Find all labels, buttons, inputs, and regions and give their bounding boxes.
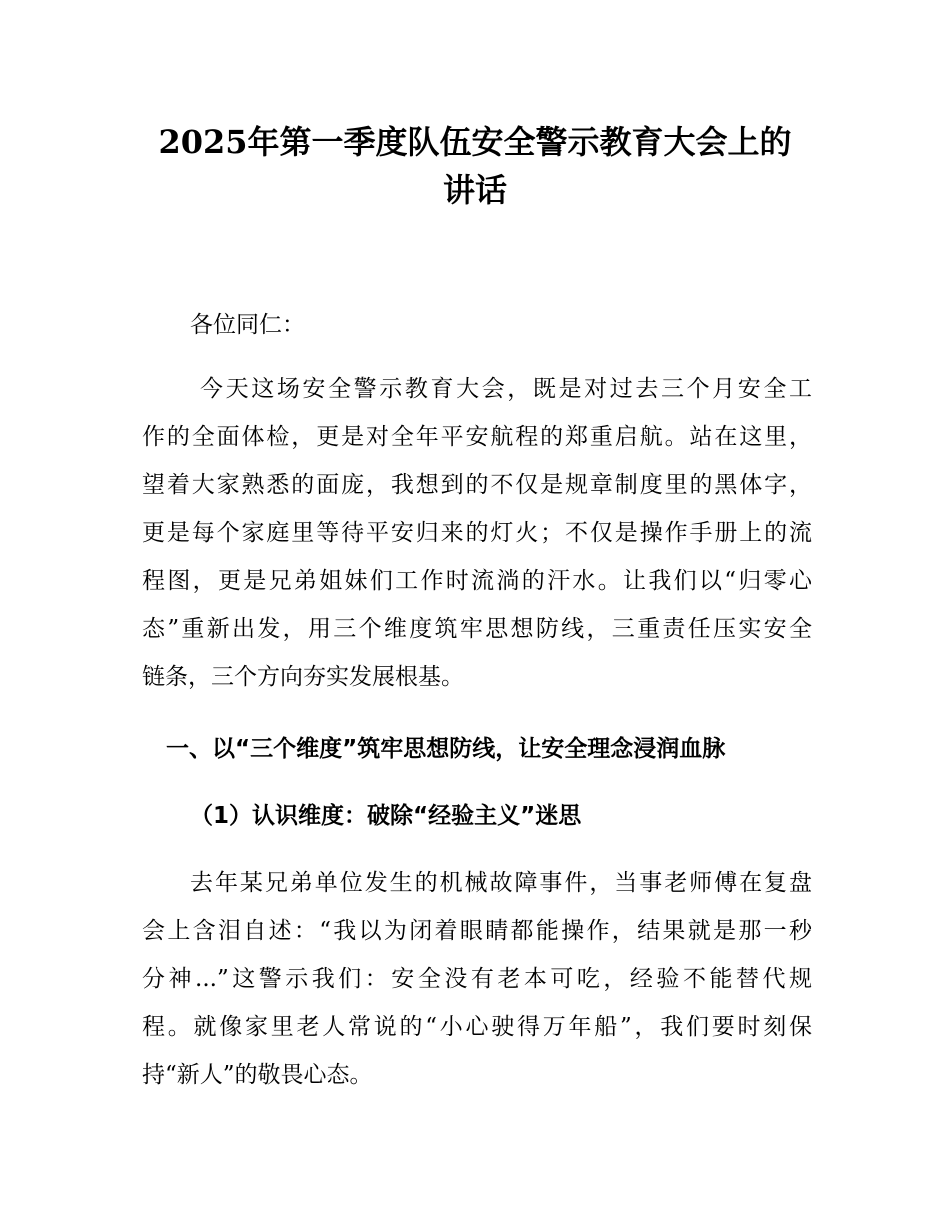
document-title-line-2: 讲话 <box>442 171 507 209</box>
paragraph-line: 程。就像家里老人常说的“小心驶得万年船”，我们要时刻保 <box>142 1014 812 1040</box>
document-title-line-1: 2025年第一季度队伍安全警示教育大会上的 <box>158 123 792 161</box>
paragraph-line: 会上含泪自述：“我以为闭着眼睛都能操作，结果就是那一秒 <box>142 918 812 944</box>
paragraph-line: 望着大家熟悉的面庞，我想到的不仅是规章制度里的黑体字， <box>142 472 812 498</box>
paragraph-line: 持“新人”的敬畏心态。 <box>142 1062 373 1088</box>
paragraph-line: 今天这场安全警示教育大会，既是对过去三个月安全工 <box>200 376 812 402</box>
section-heading: 一、以“三个维度”筑牢思想防线，让安全理念浸润血脉 <box>166 736 726 762</box>
subsection-heading: （1）认识维度：破除“经验主义”迷思 <box>190 803 582 829</box>
paragraph-line: 程图，更是兄弟姐妹们工作时流淌的汗水。让我们以“归零心 <box>142 568 812 594</box>
paragraph-line: 作的全面体检，更是对全年平安航程的郑重启航。站在这里， <box>142 424 812 450</box>
paragraph-line: 更是每个家庭里等待平安归来的灯火；不仅是操作手册上的流 <box>142 520 812 546</box>
greeting: 各位同仁： <box>190 312 305 338</box>
paragraph-line: 态”重新出发，用三个维度筑牢思想防线，三重责任压实安全 <box>142 616 812 642</box>
paragraph-line: 去年某兄弟单位发生的机械故障事件，当事老师傅在复盘 <box>190 870 812 896</box>
paragraph-line: 分神...”这警示我们：安全没有老本可吃，经验不能替代规 <box>142 966 812 992</box>
paragraph-line: 链条，三个方向夯实发展根基。 <box>142 664 464 690</box>
